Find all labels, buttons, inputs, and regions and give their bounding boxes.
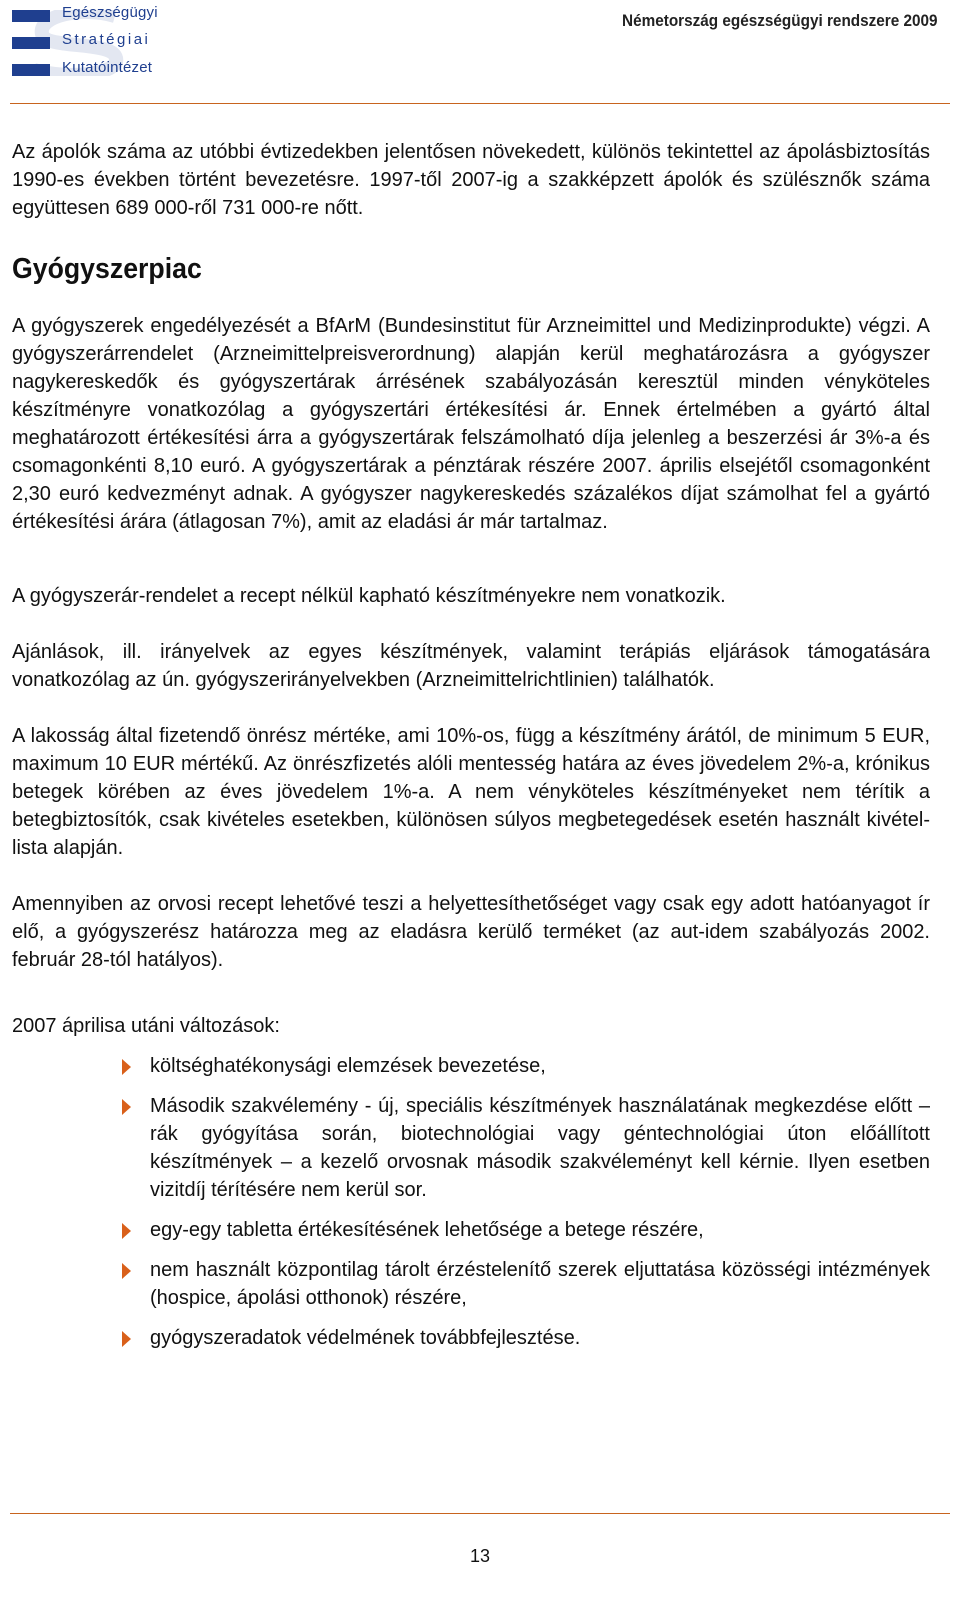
intro-paragraph: Az ápolók száma az utóbbi évtizedekben jelentősen növekedett, különös tekintettel az ápolásbiztosítás 1990-es években történt bevezetésre. 1997-től 2007-ig a szakképzett ápolók és szülésznők száma együttesen 689 000-ről 731 000-re nőtt.	[12, 141, 930, 219]
running-header-title: Németország egészségügyi rendszere 2009	[622, 11, 938, 30]
arrow-bullet-icon	[122, 1263, 131, 1279]
list-item-text: egy-egy tabletta értékesítésének lehetősége a betege részére,	[150, 1219, 704, 1241]
logo-bar	[12, 64, 50, 76]
arrow-bullet-icon	[122, 1331, 131, 1347]
paragraph: Amennyiben az orvosi recept lehetővé teszi a helyettesíthetőséget vagy csak egy adott hatóanyagot ír elő, a gyógyszerész határozza meg az eladásra kerülő terméket (az aut-idem szabályozás 2002. február 28-tól hatályos).	[12, 893, 930, 971]
footer-rule	[10, 1513, 950, 1514]
page-number: 13	[469, 1546, 491, 1566]
paragraph: A lakosság által fizetendő önrész mértéke, ami 10%-os, függ a készítmény árától, de minimum 5 EUR, maximum 10 EUR mértékű. Az önrészfizetés alóli mentesség határa az éves jövedelem 2%-a, krónikus betegek körében az éves jövedelem 1%-a. A nem vényköteles készítményeket nem térítik a betegbiztosítók, csak kivételes esetekben, különösen súlyos megbetegedések esetén használt kivétel-lista alapján.	[12, 725, 930, 859]
list-item	[122, 1216, 930, 1244]
arrow-bullet-icon	[122, 1099, 131, 1115]
list-item-text: költséghatékonysági elemzések bevezetése,	[150, 1055, 546, 1077]
logo-bar	[12, 37, 50, 49]
paragraph: A gyógyszerek engedélyezését a BfArM (Bundesinstitut für Arzneimittel und Medizinprodukte) végzi. A gyógyszerárrendelet (Arzneimittelpreisverordnung) alapján kerül meghatározásra a gyógyszer nagykereskedők és gyógyszertárak árrésének szabályozásán keresztül minden vényköteles készítményre vonatkozólag a gyógyszertári értékesítési ár. Ennek értelmében a gyártó által meghatározott értékesítési árra a gyógyszertárak felszámolható díja jelenleg a beszerzési ár 3%-a és csomagonkénti 8,10 euró. A gyógyszertárak a pénztárak részére 2007. április elsejétől csomagonként 2,30 euró kedvezményt adnak. A gyógyszer nagykereskedés százalékos díjat számolhat fel a gyártó értékesítési árára (átlagosan 7%), amit az eladási ár már tartalmaz.	[12, 315, 930, 533]
paragraph: 2007 áprilisa utáni változások:	[12, 1015, 280, 1037]
logo-bar	[12, 10, 50, 22]
logo-line: Stratégiai	[62, 31, 151, 48]
list-item-text: gyógyszeradatok védelmének továbbfejlesztése.	[150, 1327, 581, 1349]
list-item-text: Második szakvélemény - új, speciális készítmények használatának megkezdése előtt – rák gyógyítása során, biotechnológiai vagy géntechnológiai úton előállított készítmények – a kezelő orvosnak második szakvéleményt kell kérnie. Ilyen esetben vizitdíj térítésére nem kerül sor.	[150, 1095, 930, 1201]
section-heading: Gyógyszerpiac	[12, 253, 202, 285]
list-item	[122, 1092, 930, 1204]
paragraph: Ajánlások, ill. irányelvek az egyes készítmények, valamint terápiás eljárások támogatására vonatkozólag az ún. gyógyszerirányelvekben (Arzneimittelrichtlinien) találhatók.	[12, 641, 930, 691]
arrow-bullet-icon	[122, 1223, 131, 1239]
changes-list	[12, 1052, 930, 1352]
list-item-text: nem használt központilag tárolt érzéstelenítő szerek eljuttatása közösségi intézmények (hospice, ápolási otthonok) részére,	[150, 1259, 930, 1309]
institute-logo	[10, 4, 170, 82]
list-item	[122, 1324, 930, 1352]
logo-line: Egészségügyi	[62, 4, 158, 21]
header-rule	[10, 103, 950, 104]
list-item	[122, 1052, 930, 1080]
arrow-bullet-icon	[122, 1059, 131, 1075]
list-item	[122, 1256, 930, 1312]
paragraph: A gyógyszerár-rendelet a recept nélkül kapható készítményekre nem vonatkozik.	[12, 585, 726, 607]
logo-line: Kutatóintézet	[62, 59, 153, 76]
main-content	[12, 138, 930, 1364]
